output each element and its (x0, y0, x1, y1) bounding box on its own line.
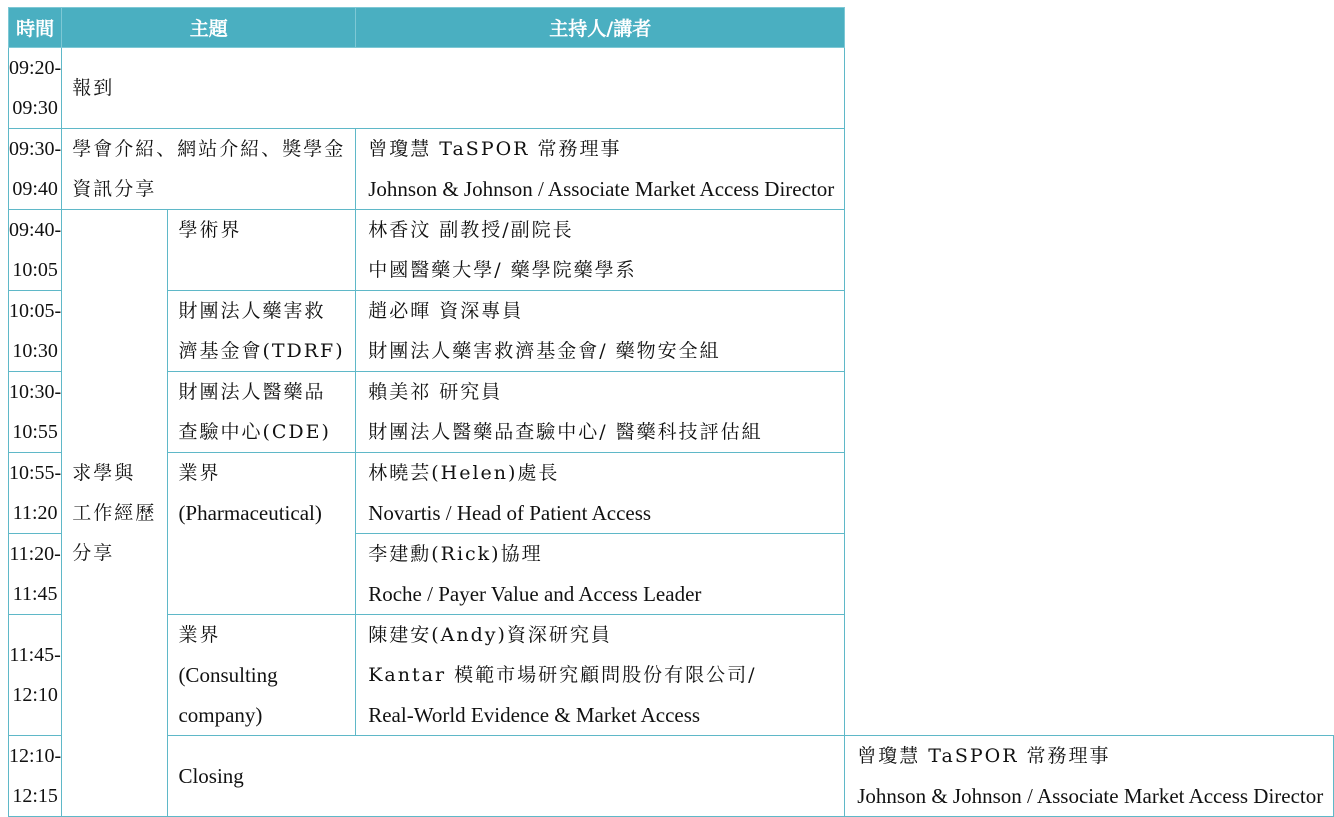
table-row (9, 615, 1334, 736)
host-cell (356, 291, 845, 372)
speaker-name: 陳建安(Andy)資深研究員 (368, 624, 612, 646)
agenda-table (8, 7, 1334, 817)
time-cell: 11:20-11:45 (9, 534, 62, 615)
topic-line: 學會介紹、網站介紹、獎學金 (72, 138, 346, 160)
speaker-affiliation: 中國醫藥大學/ 藥學院藥學系 (368, 259, 637, 281)
table-row (9, 210, 1334, 291)
sector-label: (Consulting (178, 663, 278, 687)
speaker-name: 賴美祁 研究員 (368, 381, 503, 403)
sector-cell (168, 453, 356, 615)
topic-cell (62, 129, 356, 210)
sector-label: 財團法人醫藥品 (178, 381, 326, 403)
table-row (9, 48, 1334, 129)
host-cell (356, 534, 845, 615)
host-cell (845, 736, 1334, 817)
speaker-affiliation: Johnson & Johnson / Associate Market Access Director (368, 177, 835, 201)
time-cell: 09:40-10:05 (9, 210, 62, 291)
speaker-affiliation: 財團法人醫藥品查驗中心/ 醫藥科技評估組 (368, 421, 763, 443)
sector-cell (168, 615, 356, 736)
speaker-name: 李建勳(Rick)協理 (368, 543, 543, 565)
sector-cell (168, 210, 356, 291)
table-row (9, 736, 1334, 817)
host-cell (356, 615, 845, 736)
speaker-name: 趙必暉 資深專員 (368, 300, 524, 322)
speaker-affiliation: Johnson & Johnson / Associate Market Access Director (857, 784, 1324, 808)
header-time: 時間 (9, 8, 62, 48)
table-row (9, 129, 1334, 210)
time-cell: 09:30-09:40 (9, 129, 62, 210)
career-line: 工作經歷 (72, 502, 157, 524)
speaker-affiliation: Roche / Payer Value and Access Leader (368, 582, 702, 606)
host-cell (356, 129, 845, 210)
speaker-affiliation: Kantar 模範市場研究顧問股份有限公司/ (368, 664, 757, 686)
speaker-name: 林曉芸(Helen)處長 (368, 462, 560, 484)
sector-cell (168, 291, 356, 372)
speaker-affiliation: Novartis / Head of Patient Access (368, 501, 652, 525)
table-row (9, 372, 1334, 453)
speaker-name: 曾瓊慧 TaSPOR 常務理事 (857, 745, 1111, 767)
sector-label: company) (178, 703, 263, 727)
sector-label: 業界 (178, 462, 221, 484)
table-row (9, 291, 1334, 372)
host-cell (356, 372, 845, 453)
sector-label: 財團法人藥害救 (178, 300, 326, 322)
header-topic: 主題 (62, 8, 356, 48)
topic-cell: 報到 (62, 48, 845, 129)
sector-label: 查驗中心(CDE) (178, 421, 331, 443)
sector-cell (168, 372, 356, 453)
header-host: 主持人/講者 (356, 8, 845, 48)
topic-line: 資訊分享 (72, 178, 157, 200)
time-cell: 10:30-10:55 (9, 372, 62, 453)
table-row (9, 453, 1334, 534)
speaker-department: Real-World Evidence & Market Access (368, 703, 701, 727)
career-line: 分享 (72, 542, 115, 564)
topic-cell: Closing (168, 736, 845, 817)
time-cell: 12:10-12:15 (9, 736, 62, 817)
speaker-name: 曾瓊慧 TaSPOR 常務理事 (368, 138, 622, 160)
time-cell: 11:45-12:10 (9, 615, 62, 736)
speaker-affiliation: 財團法人藥害救濟基金會/ 藥物安全組 (368, 340, 721, 362)
host-cell (356, 453, 845, 534)
time-cell: 10:55-11:20 (9, 453, 62, 534)
sector-label: (Pharmaceutical) (178, 501, 322, 525)
sector-label: 學術界 (178, 219, 242, 241)
sector-label: 濟基金會(TDRF) (178, 340, 345, 362)
host-cell (356, 210, 845, 291)
career-line: 求學與 (72, 462, 136, 484)
career-sharing-cell (62, 210, 168, 817)
time-cell: 09:20-09:30 (9, 48, 62, 129)
sector-label: 業界 (178, 624, 221, 646)
time-cell: 10:05-10:30 (9, 291, 62, 372)
agenda-document (8, 7, 1334, 817)
speaker-name: 林香汶 副教授/副院長 (368, 219, 574, 241)
header-row (9, 8, 1334, 48)
